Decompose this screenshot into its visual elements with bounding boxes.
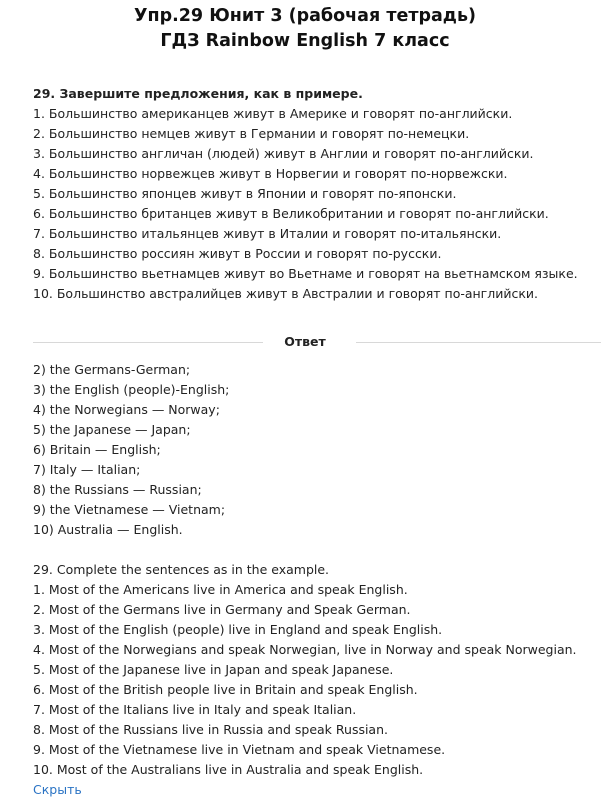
answer-item: 4) the Norwegians — Norway;	[33, 402, 220, 417]
answer-item: 6) Britain — English;	[33, 442, 161, 457]
answer-divider	[0, 332, 610, 352]
hide-link[interactable]: Скрыть	[33, 782, 82, 797]
answer-item: 5) the Japanese — Japan;	[33, 422, 191, 437]
task-en-item: 1. Most of the Americans live in America and speak English.	[33, 582, 408, 597]
task-en-item: 4. Most of the Norwegians and speak Norwegian, live in Norway and speak Norwegian.	[33, 642, 577, 657]
task-en-item: 6. Most of the British people live in Britain and speak English.	[33, 682, 418, 697]
title-line-2: ГДЗ Rainbow English 7 класс	[160, 31, 450, 51]
task-ru-item: 6. Большинство британцев живут в Великобритании и говорят по-английски.	[33, 206, 549, 221]
answer-item: 7) Italy — Italian;	[33, 462, 141, 477]
task-en-item: 5. Most of the Japanese live in Japan and speak Japanese.	[33, 662, 394, 677]
task-en-item: 8. Most of the Russians live in Russia and speak Russian.	[33, 722, 388, 737]
task-ru-item: 5. Большинство японцев живут в Японии и говорят по-японски.	[33, 186, 457, 201]
answer-item: 3) the English (people)-English;	[33, 382, 230, 397]
task-ru-item: 7. Большинство итальянцев живут в Италии и говорят по-итальянски.	[33, 226, 502, 241]
answer-item: 10) Australia — English.	[33, 522, 183, 537]
task-ru-item: 2. Большинство немцев живут в Германии и говорят по-немецки.	[33, 126, 470, 141]
task-en-title: 29. Complete the sentences as in the example.	[33, 562, 330, 577]
task-english	[0, 560, 610, 780]
task-ru-item: 10. Большинство австралийцев живут в Австралии и говорят по-английски.	[33, 286, 539, 301]
answers-list	[0, 360, 610, 540]
answer-item: 8) the Russians — Russian;	[33, 482, 202, 497]
task-ru-item: 8. Большинство россиян живут в России и говорят по-русски.	[33, 246, 442, 261]
task-en-item: 2. Most of the Germans live in Germany and Speak German.	[33, 602, 411, 617]
task-ru-item: 1. Большинство американцев живут в Америке и говорят по-английски.	[33, 106, 513, 121]
task-russian	[0, 84, 610, 304]
title-line-1: Упр.29 Юнит 3 (рабочая тетрадь)	[133, 6, 477, 26]
task-ru-item: 9. Большинство вьетнамцев живут во Вьетнаме и говорят на вьетнамском языке.	[33, 266, 578, 281]
task-ru-item: 3. Большинство англичан (людей) живут в Англии и говорят по-английски.	[33, 146, 534, 161]
answer-heading: Ответ	[284, 334, 326, 349]
task-en-item: 3. Most of the English (people) live in England and speak English.	[33, 622, 443, 637]
task-en-item: 7. Most of the Italians live in Italy and speak Italian.	[33, 702, 357, 717]
task-en-item: 9. Most of the Vietnamese live in Vietnam and speak Vietnamese.	[33, 742, 446, 757]
task-ru-title: 29. Завершите предложения, как в примере.	[33, 86, 363, 101]
task-en-item: 10. Most of the Australians live in Australia and speak English.	[33, 762, 424, 777]
task-ru-item: 4. Большинство норвежцев живут в Норвегии и говорят по-норвежски.	[33, 166, 508, 181]
answer-item: 9) the Vietnamese — Vietnam;	[33, 502, 226, 517]
page-title	[0, 0, 610, 54]
answer-item: 2) the Germans-German;	[33, 362, 191, 377]
divider-line-right	[356, 342, 601, 343]
